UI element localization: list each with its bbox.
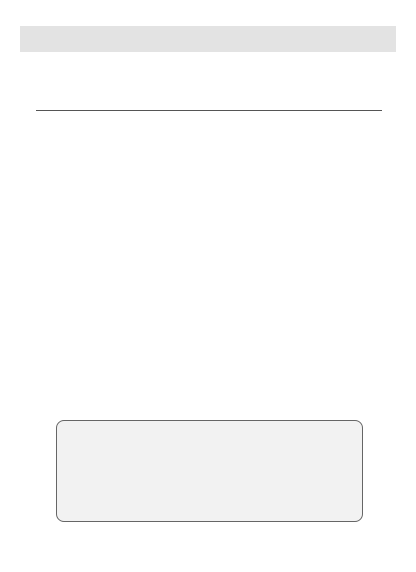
stay-informed-box [56,420,363,522]
title-banner [20,26,396,52]
divider [36,110,382,111]
